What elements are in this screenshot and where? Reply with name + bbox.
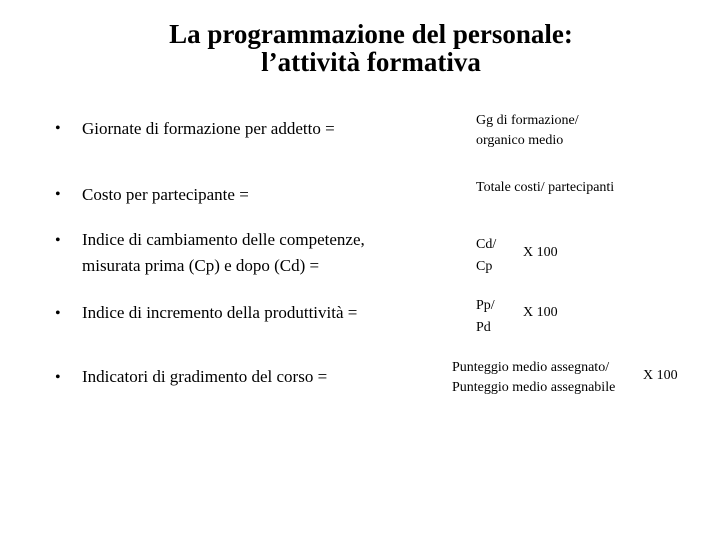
item-5-formula xyxy=(452,358,615,398)
item-2-label: Costo per partecipante = xyxy=(82,185,249,204)
bullet-icon: • xyxy=(55,305,61,322)
item-5-label: Indicatori di gradimento del corso = xyxy=(82,367,328,386)
item-3-label-line-1: Indice di cambiamento delle competenze, xyxy=(82,230,365,249)
item-1-formula-line-1: Gg di formazione/ xyxy=(476,113,579,128)
item-5-multiplier: X 100 xyxy=(643,368,678,383)
title-line-1: La programmazione del personale: xyxy=(169,19,573,49)
item-3-label-line-2: misurata prima (Cp) e dopo (Cd) = xyxy=(82,256,320,275)
bullet-icon: • xyxy=(55,232,61,249)
item-4-label: Indice di incremento della produttività = xyxy=(82,303,358,322)
item-3-denominator: Cp xyxy=(476,259,493,274)
title-line-2: l’attività formativa xyxy=(261,47,481,77)
item-3-multiplier: X 100 xyxy=(523,245,558,260)
item-3-label xyxy=(82,229,365,277)
item-2-formula-line-1: Totale costi/ partecipanti xyxy=(476,180,615,195)
item-4-numerator: Pp/ xyxy=(476,298,495,313)
item-4-fraction xyxy=(476,295,495,339)
item-4-multiplier: X 100 xyxy=(523,305,558,320)
bullet-icon: • xyxy=(55,120,61,137)
item-1-label: Giornate di formazione per addetto = xyxy=(82,119,335,138)
item-4-denominator: Pd xyxy=(476,320,491,335)
item-3-fraction xyxy=(476,234,496,278)
item-3-numerator: Cd/ xyxy=(476,237,497,252)
item-2-formula xyxy=(476,178,614,198)
item-5-formula-line-2: Punteggio medio assegnabile xyxy=(452,380,616,395)
item-1-formula-line-2: organico medio xyxy=(476,133,564,148)
item-1-formula xyxy=(476,111,579,151)
bullet-icon: • xyxy=(55,186,61,203)
bullet-icon: • xyxy=(55,369,61,386)
slide-title xyxy=(0,20,720,76)
item-5-formula-line-1: Punteggio medio assegnato/ xyxy=(452,360,610,375)
